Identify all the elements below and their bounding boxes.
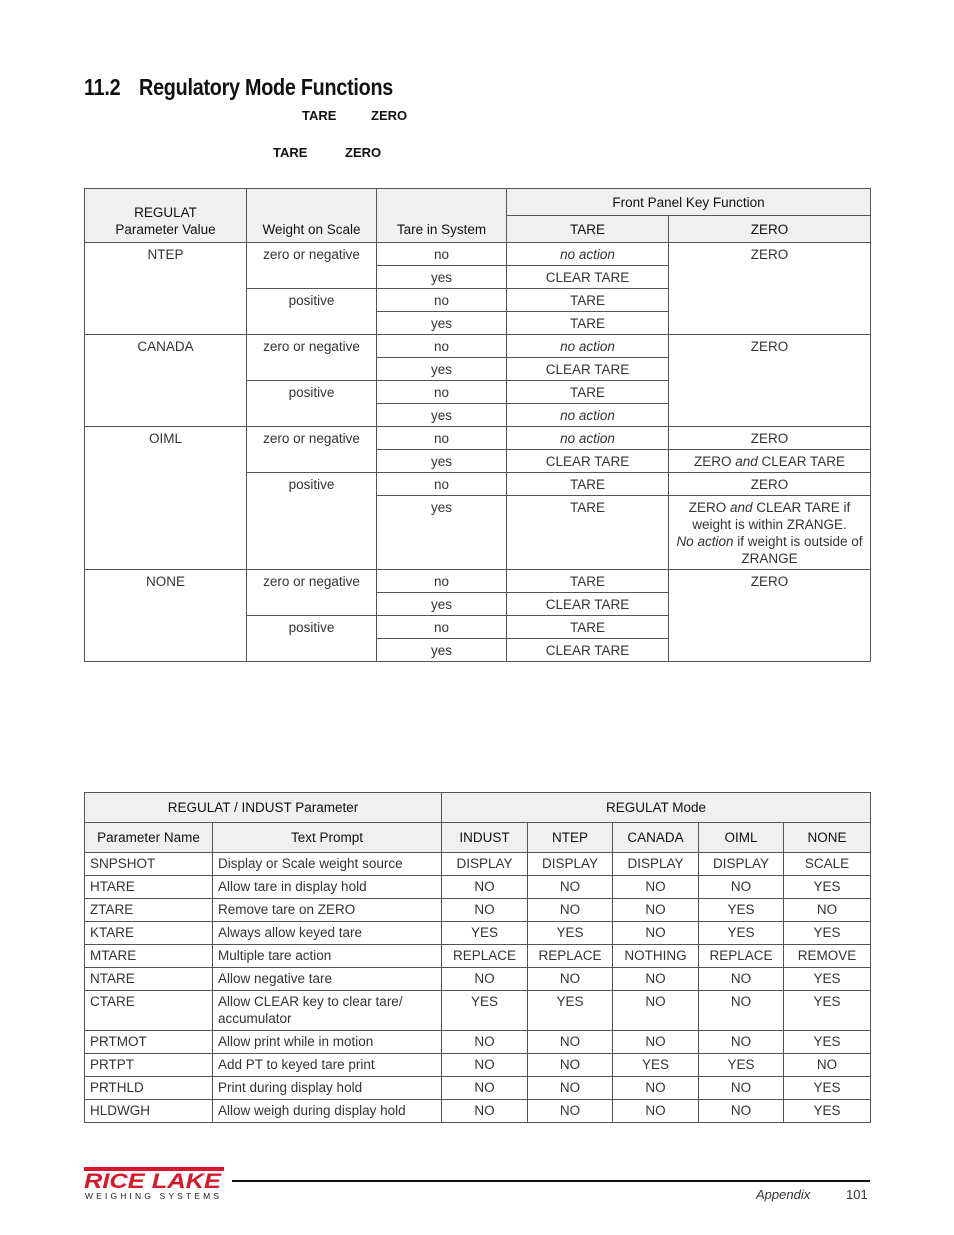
mode-value-ntep: REPLACE: [528, 945, 613, 968]
zero-action-text: CLEAR TARE: [757, 454, 846, 469]
header-tare-key: TARE: [507, 216, 669, 243]
weight-on-scale: positive: [247, 289, 377, 335]
keyword-tare: TARE: [273, 145, 308, 160]
mode-value-canada: NO: [613, 922, 699, 945]
tare-action: CLEAR TARE: [507, 358, 669, 381]
mode-value-ntep: NO: [528, 1077, 613, 1100]
tare-action: CLEAR TARE: [507, 450, 669, 473]
table-row: [85, 335, 871, 358]
weight-on-scale: zero or negative: [247, 335, 377, 381]
tare-in-system: yes: [377, 312, 507, 335]
tare-action-cell: [507, 427, 669, 450]
mode-value-indust: NO: [442, 899, 528, 922]
regulat-value: NTEP: [85, 243, 247, 335]
tare-action: TARE: [507, 570, 669, 593]
zero-action: ZERO: [669, 570, 871, 662]
tare-in-system: yes: [377, 358, 507, 381]
mode-value-none: REMOVE: [784, 945, 871, 968]
table-row: [85, 853, 871, 876]
tare-action: TARE: [507, 312, 669, 335]
zero-action: ZERO: [669, 427, 871, 450]
mode-value-indust: NO: [442, 1054, 528, 1077]
mode-value-canada: NOTHING: [613, 945, 699, 968]
tare-action: no action: [560, 431, 615, 446]
mode-value-ntep: NO: [528, 968, 613, 991]
tare-in-system: no: [377, 243, 507, 266]
weight-on-scale: positive: [247, 473, 377, 570]
mode-value-indust: NO: [442, 1100, 528, 1123]
table-row: [85, 1100, 871, 1123]
weight-on-scale: zero or negative: [247, 243, 377, 289]
mode-value-indust: DISPLAY: [442, 853, 528, 876]
mode-value-oiml: NO: [699, 968, 784, 991]
tare-action-cell: [507, 243, 669, 266]
text-prompt: Allow tare in display hold: [213, 876, 442, 899]
tare-action: CLEAR TARE: [507, 593, 669, 616]
header-regulat-mode: REGULAT Mode: [442, 793, 871, 823]
header-regulat-indust-parameter: REGULAT / INDUST Parameter: [85, 793, 442, 823]
mode-value-ntep: YES: [528, 991, 613, 1031]
mode-value-canada: NO: [613, 899, 699, 922]
mode-value-none: SCALE: [784, 853, 871, 876]
tare-in-system: yes: [377, 593, 507, 616]
regulat-value: OIML: [85, 427, 247, 570]
mode-value-indust: YES: [442, 922, 528, 945]
table-row: [85, 1077, 871, 1100]
footer-section: Appendix: [756, 1187, 811, 1202]
table-row: [85, 876, 871, 899]
mode-value-ntep: DISPLAY: [528, 853, 613, 876]
mode-value-none: YES: [784, 922, 871, 945]
tare-in-system: no: [377, 289, 507, 312]
header-mode-oiml: OIML: [699, 823, 784, 853]
mode-value-canada: NO: [613, 1031, 699, 1054]
keyword-zero: ZERO: [371, 108, 408, 123]
mode-value-indust: NO: [442, 1031, 528, 1054]
zero-action: ZERO: [669, 243, 871, 335]
mode-value-oiml: NO: [699, 1031, 784, 1054]
mode-value-indust: YES: [442, 991, 528, 1031]
table-row: [85, 570, 871, 593]
tare-action: no action: [560, 247, 615, 262]
mode-value-none: YES: [784, 968, 871, 991]
table-row: [85, 991, 871, 1031]
mode-value-canada: DISPLAY: [613, 853, 699, 876]
zero-action-and: and: [735, 454, 758, 469]
tare-action: TARE: [507, 616, 669, 639]
zero-action-no-action: No action: [676, 534, 734, 549]
header-mode-indust: INDUST: [442, 823, 528, 853]
header-regulat-label: REGULAT: [134, 205, 197, 220]
section-number: 11.2: [84, 74, 121, 100]
text-prompt: Display or Scale weight source: [213, 853, 442, 876]
tare-in-system: yes: [377, 266, 507, 289]
parameter-name: CTARE: [85, 991, 213, 1031]
tare-in-system: no: [377, 335, 507, 358]
mode-value-none: NO: [784, 899, 871, 922]
mode-value-ntep: NO: [528, 876, 613, 899]
tare-action-cell: [507, 335, 669, 358]
weight-on-scale: zero or negative: [247, 427, 377, 473]
tare-in-system: yes: [377, 639, 507, 662]
mode-value-oiml: NO: [699, 876, 784, 899]
mode-value-ntep: NO: [528, 899, 613, 922]
mode-value-oiml: NO: [699, 991, 784, 1031]
tare-in-system: no: [377, 381, 507, 404]
text-prompt: Add PT to keyed tare print: [213, 1054, 442, 1077]
zero-action: ZERO: [669, 335, 871, 427]
table-row: [85, 968, 871, 991]
tare-in-system: no: [377, 616, 507, 639]
text-prompt: Remove tare on ZERO: [213, 899, 442, 922]
mode-value-none: YES: [784, 1100, 871, 1123]
mode-value-indust: NO: [442, 968, 528, 991]
keyword-zero: ZERO: [345, 145, 382, 160]
weight-on-scale: positive: [247, 381, 377, 427]
tare-in-system: yes: [377, 404, 507, 427]
footer-rule: [232, 1180, 870, 1182]
text-prompt: Always allow keyed tare: [213, 922, 442, 945]
parameter-name: ZTARE: [85, 899, 213, 922]
zero-action: [669, 450, 871, 473]
page-number: 101: [846, 1187, 868, 1202]
rice-lake-logo: [84, 1166, 224, 1202]
mode-value-none: YES: [784, 1031, 871, 1054]
header-param-value-label: Parameter Value: [115, 222, 216, 237]
header-parameter-name: Parameter Name: [85, 823, 213, 853]
parameter-name: HLDWGH: [85, 1100, 213, 1123]
mode-value-ntep: YES: [528, 922, 613, 945]
header-mode-canada: CANADA: [613, 823, 699, 853]
zero-action-text: ZERO: [688, 500, 730, 515]
tare-action: TARE: [507, 473, 669, 496]
mode-value-oiml: YES: [699, 1054, 784, 1077]
mode-value-none: YES: [784, 876, 871, 899]
mode-value-canada: NO: [613, 1077, 699, 1100]
section-title: [84, 74, 393, 101]
tare-action: TARE: [507, 289, 669, 312]
keyword-tare: TARE: [302, 108, 337, 123]
parameter-name: PRTPT: [85, 1054, 213, 1077]
zero-action-text: ZERO: [693, 454, 736, 469]
mode-value-oiml: NO: [699, 1100, 784, 1123]
front-panel-key-function-table: [84, 188, 871, 662]
tare-action: TARE: [507, 381, 669, 404]
text-prompt: Allow weigh during display hold: [213, 1100, 442, 1123]
tare-action: TARE: [507, 496, 669, 570]
mode-value-indust: NO: [442, 876, 528, 899]
parameter-name: NTARE: [85, 968, 213, 991]
mode-value-ntep: NO: [528, 1054, 613, 1077]
zero-action-text: CLEAR TARE if weight is within ZRANGE.: [692, 500, 851, 532]
mode-value-canada: YES: [613, 1054, 699, 1077]
mode-value-indust: REPLACE: [442, 945, 528, 968]
mode-value-none: NO: [784, 1054, 871, 1077]
parameter-name: PRTHLD: [85, 1077, 213, 1100]
mode-value-oiml: REPLACE: [699, 945, 784, 968]
tare-in-system: yes: [377, 450, 507, 473]
mode-value-oiml: DISPLAY: [699, 853, 784, 876]
regulat-value: CANADA: [85, 335, 247, 427]
table-row: [85, 1054, 871, 1077]
text-prompt: Multiple tare action: [213, 945, 442, 968]
table-row: [85, 1031, 871, 1054]
zero-action: ZERO: [669, 473, 871, 496]
header-text-prompt: Text Prompt: [213, 823, 442, 853]
tare-action: CLEAR TARE: [507, 639, 669, 662]
tare-action-cell: [507, 404, 669, 427]
mode-value-ntep: NO: [528, 1031, 613, 1054]
table-row: [85, 922, 871, 945]
weight-on-scale: positive: [247, 616, 377, 662]
parameter-name: KTARE: [85, 922, 213, 945]
mode-value-indust: NO: [442, 1077, 528, 1100]
header-mode-ntep: NTEP: [528, 823, 613, 853]
zero-action: [669, 496, 871, 570]
mode-value-canada: NO: [613, 968, 699, 991]
parameter-name: HTARE: [85, 876, 213, 899]
text-prompt: Print during display hold: [213, 1077, 442, 1100]
parameter-name: SNPSHOT: [85, 853, 213, 876]
mode-value-oiml: YES: [699, 922, 784, 945]
header-regulat-param: [85, 189, 247, 243]
logo-subtext: WEIGHING SYSTEMS: [85, 1191, 219, 1201]
header-weight-on-scale: Weight on Scale: [247, 189, 377, 243]
regulat-value: NONE: [85, 570, 247, 662]
parameter-name: PRTMOT: [85, 1031, 213, 1054]
table-row: [85, 899, 871, 922]
regulat-indust-parameter-table: [84, 792, 871, 1123]
header-mode-none: NONE: [784, 823, 871, 853]
logo-text: RICE LAKE: [84, 1170, 223, 1193]
mode-value-oiml: YES: [699, 899, 784, 922]
tare-in-system: no: [377, 427, 507, 450]
mode-value-none: YES: [784, 1077, 871, 1100]
mode-value-ntep: NO: [528, 1100, 613, 1123]
tare-in-system: yes: [377, 496, 507, 570]
header-front-panel-key-function: Front Panel Key Function: [507, 189, 871, 216]
table-row: [85, 427, 871, 450]
mode-value-canada: NO: [613, 991, 699, 1031]
weight-on-scale: zero or negative: [247, 570, 377, 616]
header-tare-in-system: Tare in System: [377, 189, 507, 243]
zero-action-and: and: [729, 500, 753, 515]
header-zero-key: ZERO: [669, 216, 871, 243]
table-row: [85, 945, 871, 968]
mode-value-canada: NO: [613, 1100, 699, 1123]
mode-value-none: YES: [784, 991, 871, 1031]
tare-in-system: no: [377, 570, 507, 593]
text-prompt: Allow print while in motion: [213, 1031, 442, 1054]
tare-in-system: no: [377, 473, 507, 496]
tare-action: no action: [560, 408, 615, 423]
parameter-name: MTARE: [85, 945, 213, 968]
text-prompt: Allow CLEAR key to clear tare/ accumulator: [213, 991, 442, 1031]
section-title-text: Regulatory Mode Functions: [139, 74, 394, 100]
tare-action: CLEAR TARE: [507, 266, 669, 289]
table-row: [85, 243, 871, 266]
tare-action: no action: [560, 339, 615, 354]
text-prompt: Allow negative tare: [213, 968, 442, 991]
mode-value-oiml: NO: [699, 1077, 784, 1100]
mode-value-canada: NO: [613, 876, 699, 899]
zero-action-text: if weight is outside of ZRANGE: [733, 534, 863, 566]
